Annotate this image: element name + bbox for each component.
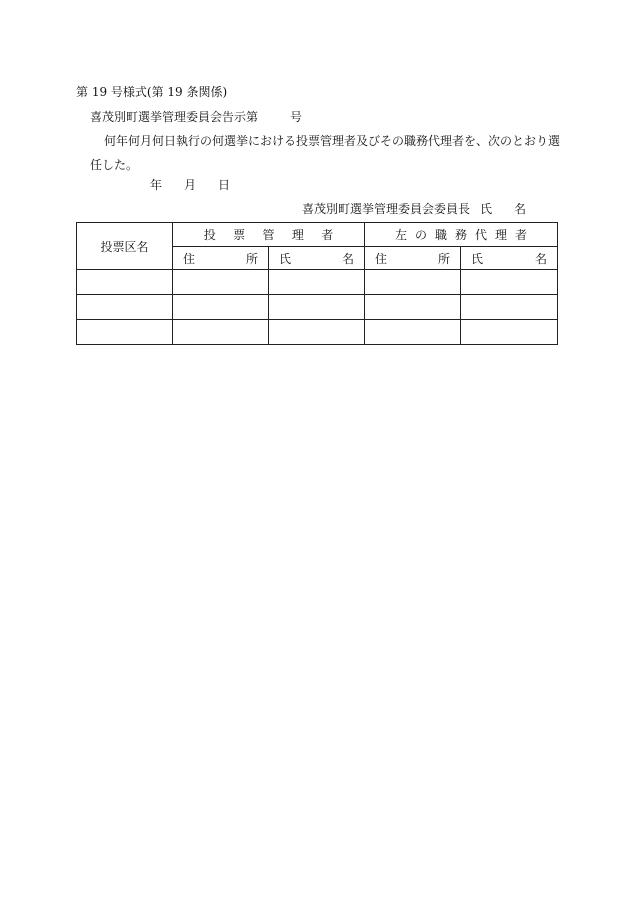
table-cell[interactable] [173,320,269,345]
table-cell[interactable] [269,270,365,295]
deputy-header-char-6: 理 [495,228,508,242]
signature-name-1: 氏 [480,202,493,216]
table-header-row [77,223,558,247]
signature-title: 喜茂別町選挙管理委員会委員長 [302,202,471,216]
poll-manager-header-text [173,226,364,243]
table-cell[interactable] [461,270,558,295]
name-char-2: 名 [342,251,355,266]
table-cell[interactable] [77,295,173,320]
table-cell[interactable] [77,270,173,295]
poll-manager-table [76,222,558,345]
name-char-2: 名 [535,251,548,266]
deputy-name-header [461,247,558,270]
date-line [150,178,230,192]
manager-header-char-1: 投 [203,228,216,242]
table-cell[interactable] [461,295,558,320]
table-cell[interactable] [173,295,269,320]
table-cell[interactable] [365,295,461,320]
table-cell[interactable] [269,295,365,320]
deputy-header-char-4: 務 [455,228,468,242]
table-cell[interactable] [365,320,461,345]
table-cell[interactable] [461,320,558,345]
table-cell[interactable] [77,320,173,345]
address-char-1: 住 [183,251,196,266]
poll-manager-header [173,223,365,247]
date-day: 日 [218,178,231,192]
deputy-header-char-5: 代 [475,228,488,242]
table-row [77,270,558,295]
manager-header-char-4: 理 [291,228,304,242]
table-cell[interactable] [173,270,269,295]
deputy-header [365,223,558,247]
table-cell[interactable] [269,320,365,345]
body-text-line-1: 何年何月何日執行の何選挙における投票管理者及びその職務代理者を、次のとおり選 [104,134,561,148]
manager-name-header [269,247,365,270]
date-year: 年 [150,178,163,192]
notice-header: 喜茂別町選挙管理委員会告示第 [90,110,259,124]
deputy-header-char-3: 職 [435,228,448,242]
form-number: 第 19 号様式(第 19 条関係) [76,85,228,99]
deputy-header-char-7: 者 [515,228,528,242]
signature-name-2: 名 [514,202,527,216]
table-body [77,270,558,345]
table-row [77,320,558,345]
notice-number-suffix: 号 [290,110,303,124]
table-cell[interactable] [365,270,461,295]
address-char-2: 所 [438,251,451,266]
manager-header-char-5: 者 [321,228,334,242]
signature-line [302,202,526,216]
manager-address-header [173,247,269,270]
deputy-header-char-2: の [415,228,428,242]
deputy-header-char-1: 左 [395,228,408,242]
address-char-2: 所 [245,251,258,266]
manager-header-char-2: 票 [233,228,246,242]
name-char-1: 氏 [279,251,292,266]
date-month: 月 [184,178,197,192]
manager-header-char-3: 管 [262,228,275,242]
deputy-header-text [365,226,557,243]
body-text-line-2: 任した。 [90,158,139,172]
name-char-1: 氏 [471,251,484,266]
deputy-address-header [365,247,461,270]
table-row [77,295,558,320]
address-char-1: 住 [375,251,388,266]
district-name-header: 投票区名 [77,223,173,270]
